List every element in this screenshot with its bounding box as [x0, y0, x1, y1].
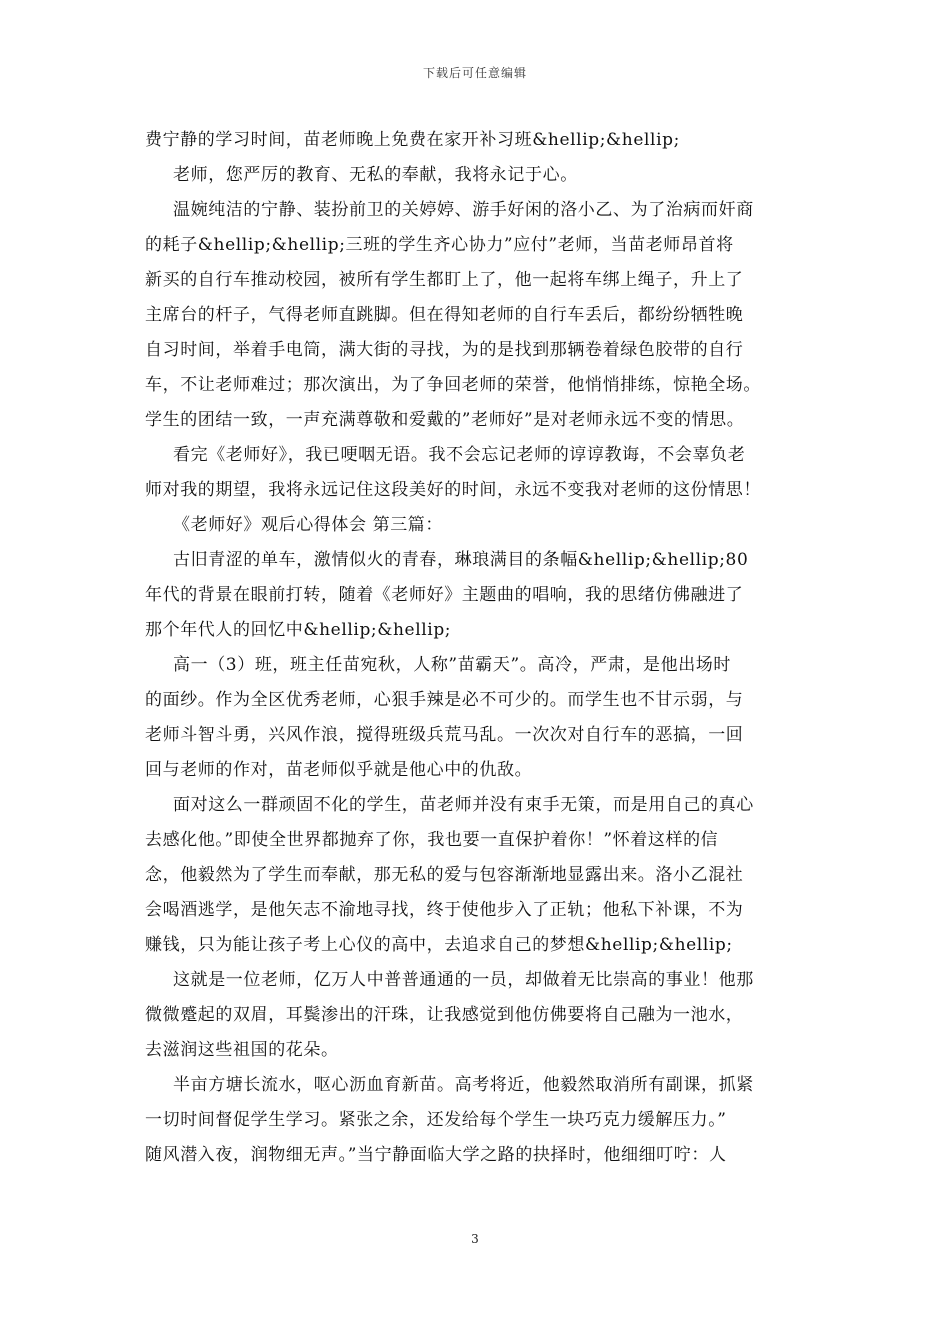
- text-line: 随风潜入夜，润物细无声。”当宁静面临大学之路的抉择时，他细细叮咛：人: [145, 1145, 727, 1165]
- text-line: 回与老师的作对，苗老师似乎就是他心中的仇敌。: [145, 760, 533, 780]
- text-line: 年代的背景在眼前打转，随着《老师好》主题曲的唱响，我的思绪仿佛融进了: [145, 585, 744, 605]
- text-line: 会喝酒逃学，是他矢志不渝地寻找，终于使他步入了正轨；他私下补课，不为: [145, 900, 744, 920]
- text-line: 高一（3）班，班主任苗宛秋，人称”苗霸天”。高冷，严肃，是他出场时: [173, 655, 731, 675]
- text-line: 面对这么一群顽固不化的学生，苗老师并没有束手无策，而是用自己的真心: [173, 795, 754, 815]
- text-line: 的耗子&hellip;&hellip;三班的学生齐心协力”应付”老师，当苗老师昂首将: [145, 235, 734, 255]
- text-line: 老师，您严厉的教育、无私的奉献，我将永记于心。: [173, 165, 578, 185]
- text-line: 那个年代人的回忆中&hellip;&hellip;: [145, 620, 452, 640]
- text-line: 的面纱。作为全区优秀老师，心狠手辣是必不可少的。而学生也不甘示弱，与: [145, 690, 744, 710]
- text-line: 师对我的期望，我将永远记住这段美好的时间，永远不变我对老师的这份情思！: [145, 480, 761, 500]
- text-line: 古旧青涩的单车，激情似火的青春，琳琅满目的条幅&hellip;&hellip;80: [173, 550, 749, 570]
- text-line: 去感化他。”即使全世界都抛弃了你，我也要一直保护着你！”怀着这样的信: [145, 830, 719, 850]
- text-line: 自习时间，举着手电筒，满大街的寻找，为的是找到那辆卷着绿色胶带的自行: [145, 340, 744, 360]
- text-line: 费宁静的学习时间，苗老师晚上免费在家开补习班&hellip;&hellip;: [145, 130, 680, 150]
- text-line: 新买的自行车推动校园，被所有学生都盯上了，他一起将车绑上绳子，升上了: [145, 270, 744, 290]
- page-header: 下载后可任意编辑: [422, 66, 527, 80]
- text-line: 念，他毅然为了学生而奉献，那无私的爱与包容渐渐地显露出来。洛小乙混社: [145, 865, 744, 885]
- document-body: [145, 123, 815, 1173]
- text-line: 赚钱，只为能让孩子考上心仪的高中，去追求自己的梦想&hellip;&hellip;: [145, 935, 733, 955]
- text-line: 车，不让老师难过；那次演出，为了争回老师的荣誉，他悄悄排练，惊艳全场。: [145, 375, 761, 395]
- text-line: 微微蹙起的双眉，耳鬓渗出的汗珠，让我感觉到他仿佛要将自己融为一池水，: [145, 1005, 744, 1025]
- text-line: 这就是一位老师，亿万人中普普通通的一员，却做着无比崇高的事业！他那: [173, 970, 754, 990]
- text-line: 半亩方塘长流水，呕心沥血育新苗。高考将近，他毅然取消所有副课，抓紧: [173, 1075, 754, 1095]
- text-line: 看完《老师好》，我已哽咽无语。我不会忘记老师的谆谆教诲，不会辜负老: [173, 445, 746, 465]
- text-line: 去滋润这些祖国的花朵。: [145, 1040, 339, 1060]
- text-line: 学生的团结一致，一声充满尊敬和爱戴的”老师好”是对老师永远不变的情思。: [145, 410, 745, 430]
- page-number: 3: [471, 1232, 479, 1246]
- text-line: 一切时间督促学生学习。紧张之余，还发给每个学生一块巧克力缓解压力。”: [145, 1110, 727, 1130]
- text-line: 主席台的杆子，气得老师直跳脚。但在得知老师的自行车丢后，都纷纷牺牲晚: [145, 305, 744, 325]
- text-line: 《老师好》观后心得体会 第三篇：: [173, 515, 444, 535]
- text-line: 温婉纯洁的宁静、装扮前卫的关婷婷、游手好闲的洛小乙、为了治病而奸商: [173, 200, 754, 220]
- text-line: 老师斗智斗勇，兴风作浪，搅得班级兵荒马乱。一次次对自行车的恶搞，一回: [145, 725, 744, 745]
